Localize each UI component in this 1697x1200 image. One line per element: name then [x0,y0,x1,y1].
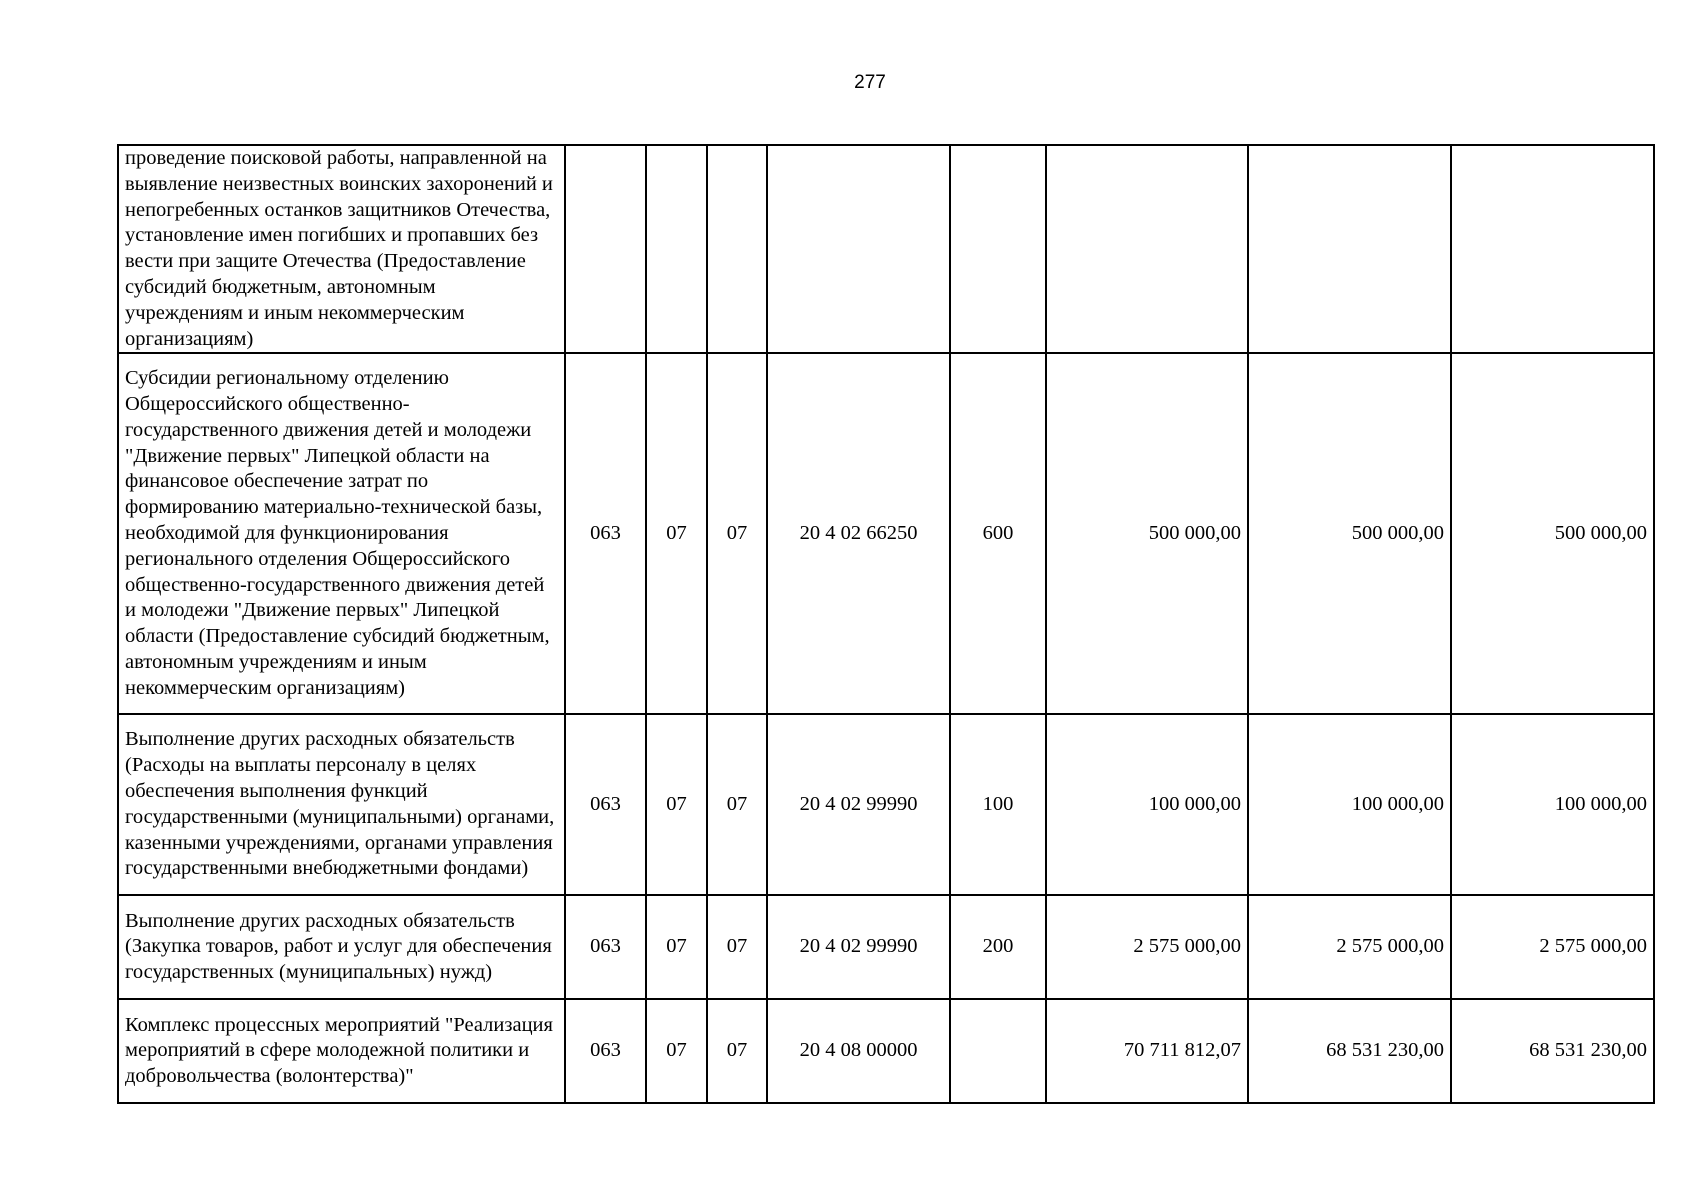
amount-year-2 [1248,145,1451,353]
amount-year-2: 68 531 230,00 [1248,999,1451,1103]
table-row [118,353,1654,714]
section-code [646,145,707,353]
expense-type-code [950,145,1046,353]
subsection-code: 07 [707,353,767,714]
table-row [118,145,1654,353]
table-row [118,714,1654,895]
amount-year-3 [1451,145,1654,353]
amount-year-2: 100 000,00 [1248,714,1451,895]
expense-type-code: 200 [950,895,1046,999]
amount-year-1: 500 000,00 [1046,353,1248,714]
amount-year-1: 70 711 812,07 [1046,999,1248,1103]
target-article-code: 20 4 02 99990 [767,895,950,999]
amount-year-3: 100 000,00 [1451,714,1654,895]
page-number: 277 [854,72,886,93]
section-code: 07 [646,353,707,714]
budget-table [117,144,1655,1104]
amount-year-2: 500 000,00 [1248,353,1451,714]
amount-year-1: 2 575 000,00 [1046,895,1248,999]
expense-type-code: 100 [950,714,1046,895]
admin-code: 063 [565,714,646,895]
target-article-code: 20 4 08 00000 [767,999,950,1103]
target-article-code [767,145,950,353]
amount-year-1: 100 000,00 [1046,714,1248,895]
admin-code: 063 [565,353,646,714]
admin-code: 063 [565,999,646,1103]
subsection-code: 07 [707,895,767,999]
row-description: Выполнение других расходных обязательств (Закупка товаров, работ и услуг для обеспечения государственных (муниципальных) нужд) [118,895,565,999]
amount-year-3: 2 575 000,00 [1451,895,1654,999]
expense-type-code: 600 [950,353,1046,714]
row-description: Субсидии региональному отделению Общероссийского общественно-государственного движения детей и молодежи "Движение первых" Липецкой области на финансовое обеспечение затрат по формированию материально-технической базы, необходимой для функционирования регионального отделения Общероссийского общественно-государственного движения детей и молодежи "Движение первых" Липецкой области (Предоставление субсидий бюджетным, автономным учреждениям и иным некоммерческим организациям) [118,353,565,714]
row-description: Комплекс процессных мероприятий "Реализация мероприятий в сфере молодежной политики и добровольчества (волонтерства)" [118,999,565,1103]
admin-code [565,145,646,353]
subsection-code: 07 [707,999,767,1103]
row-description: проведение поисковой работы, направленной на выявление неизвестных воинских захоронений и непогребенных останков защитников Отечества, установление имен погибших и пропавших без вести при защите Отечества (Предоставление субсидий бюджетным, автономным учреждениям и иным некоммерческим организациям) [118,145,565,353]
row-description: Выполнение других расходных обязательств (Расходы на выплаты персоналу в целях обеспечения выполнения функций государственными (муниципальными) органами, казенными учреждениями, органами управления государственными внебюджетными фондами) [118,714,565,895]
section-code: 07 [646,999,707,1103]
section-code: 07 [646,714,707,895]
target-article-code: 20 4 02 66250 [767,353,950,714]
table-row [118,895,1654,999]
table-row [118,999,1654,1103]
amount-year-3: 68 531 230,00 [1451,999,1654,1103]
admin-code: 063 [565,895,646,999]
amount-year-2: 2 575 000,00 [1248,895,1451,999]
subsection-code: 07 [707,714,767,895]
section-code: 07 [646,895,707,999]
amount-year-1 [1046,145,1248,353]
target-article-code: 20 4 02 99990 [767,714,950,895]
expense-type-code [950,999,1046,1103]
subsection-code [707,145,767,353]
amount-year-3: 500 000,00 [1451,353,1654,714]
